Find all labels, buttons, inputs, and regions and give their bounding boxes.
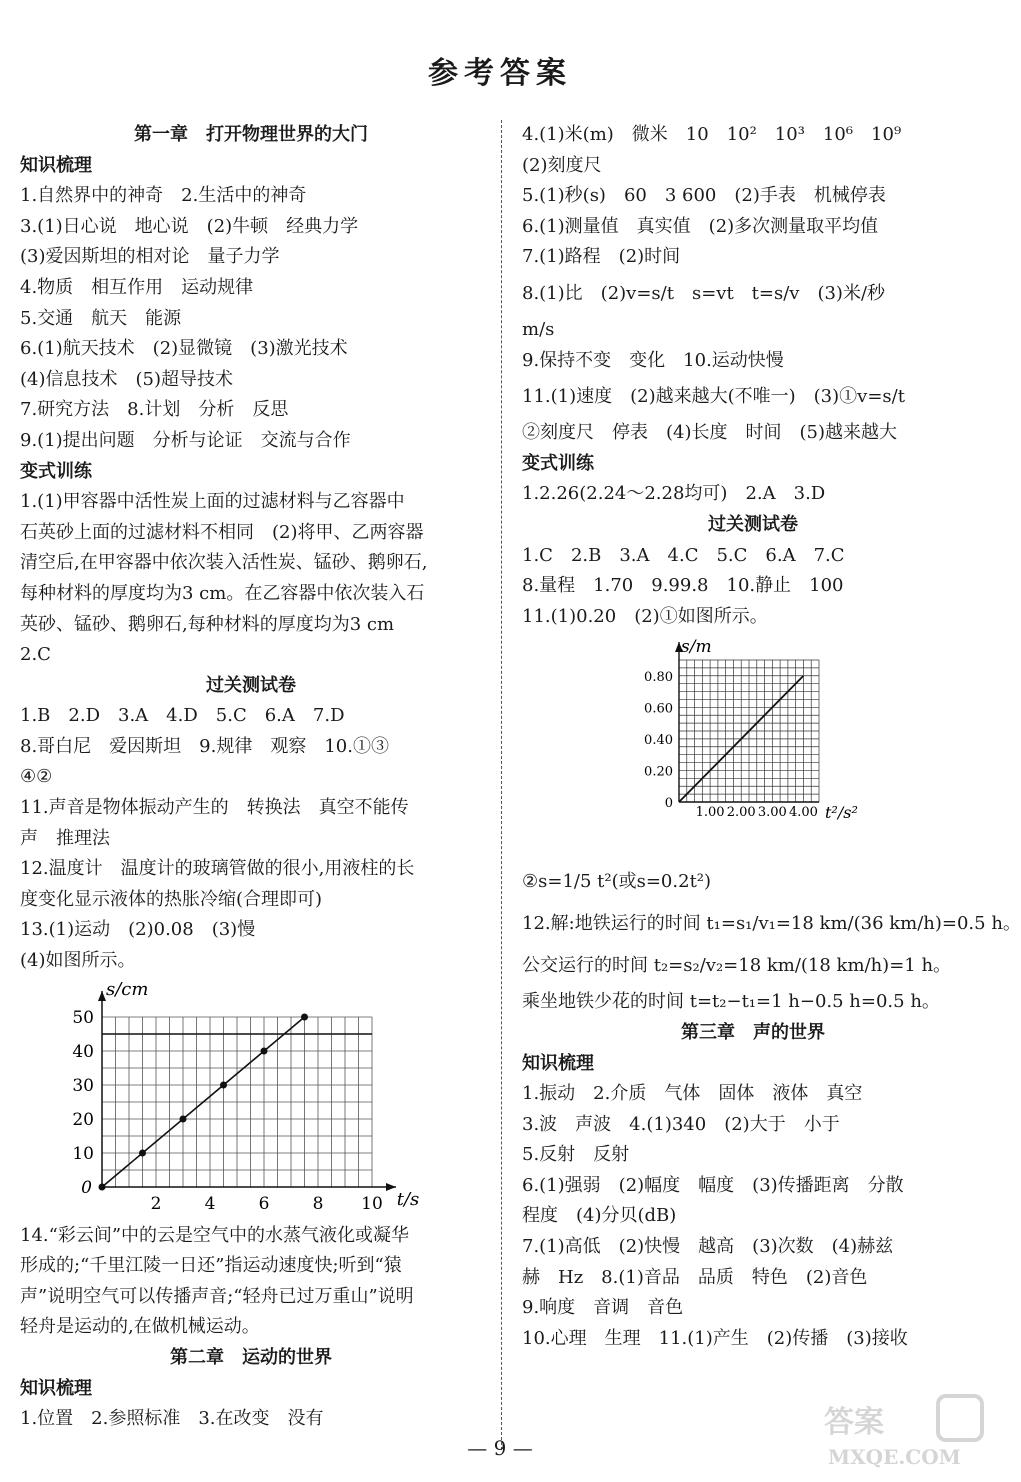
y-tick-label: 10	[72, 1143, 94, 1164]
y-tick-label: 20	[72, 1109, 94, 1130]
right-line: 9.响度 音调 音色	[522, 1297, 684, 1319]
left-line: 1.自然界中的神奇 2.生活中的神奇	[20, 185, 307, 207]
x-tick-label: 6	[258, 1193, 270, 1214]
s-t2-graph	[522, 632, 984, 861]
x-tick-label: 3.00	[757, 805, 787, 821]
right-line: 12.解:地铁运行的时间 t₁=s₁/v₁=18 km/(36 km/h)=0.5 h。	[522, 913, 1021, 935]
st-chart-cm	[20, 977, 420, 1217]
data-point	[301, 1013, 308, 1020]
left-line: 过关测试卷	[206, 674, 296, 696]
data-point	[139, 1149, 146, 1156]
right-text-block-b	[522, 861, 1021, 1354]
right-line: 乘坐地铁少花的时间 t=t₂−t₁=1 h−0.5 h=0.5 h。	[522, 991, 940, 1013]
right-line: (2)刻度尺	[522, 154, 602, 176]
left-line: 英砂、锰砂、鹅卵石,每种材料的厚度均为3 cm	[20, 613, 395, 635]
right-line: 4.(1)米(m) 微米 10 10² 10³ 10⁶ 10⁹	[522, 124, 902, 145]
left-line: (3)爱因斯坦的相对论 量子力学	[20, 246, 280, 268]
y-tick-label: 0	[664, 796, 673, 812]
left-line: 2.C	[20, 644, 51, 666]
y-tick-label: 40	[72, 1041, 94, 1062]
left-line: 12.温度计 温度计的玻璃管做的很小,用液柱的长	[20, 858, 415, 880]
watermark-logo	[818, 1392, 988, 1472]
y-tick-label: 0.60	[644, 701, 673, 717]
right-line: 5.反射 反射	[522, 1144, 630, 1166]
right-line: 9.保持不变 变化 10.运动快慢	[522, 349, 784, 371]
left-text-block-a	[20, 120, 482, 977]
right-line: 7.(1)高低 (2)快慢 越高 (3)次数 (4)赫兹	[522, 1236, 894, 1258]
left-line: 3.(1)日心说 地心说 (2)牛顿 经典力学	[20, 215, 359, 237]
left-line: 轻舟是运动的,在做机械运动。	[20, 1316, 260, 1338]
right-line: 1.C 2.B 3.A 4.C 5.C 6.A 7.C	[522, 544, 845, 566]
left-column	[20, 120, 482, 1435]
right-line: 7.(1)路程 (2)时间	[522, 246, 681, 268]
right-line: 11.(1)0.20 (2)①如图所示。	[522, 605, 768, 627]
data-point	[261, 1047, 268, 1054]
y-tick-label: 50	[72, 1007, 94, 1028]
left-line: 知识梳理	[20, 1377, 92, 1399]
right-line: 公交运行的时间 t₂=s₂/v₂=18 km/(18 km/h)=1 h。	[522, 955, 952, 977]
right-line: 5.(1)秒(s) 60 3 600 (2)手表 机械停表	[522, 185, 886, 207]
right-line: ②s=1/5 t²(或s=0.2t²)	[522, 871, 712, 893]
right-line: 知识梳理	[522, 1052, 594, 1074]
left-line: 13.(1)运动 (2)0.08 (3)慢	[20, 919, 256, 941]
left-line: 8.哥白尼 爱因斯坦 9.规律 观察 10.①③	[20, 735, 389, 757]
page-number: — 9 —	[467, 1436, 533, 1460]
x-tick-label: 4.00	[788, 805, 818, 821]
right-line: 3.波 声波 4.(1)340 (2)大于 小于	[522, 1113, 840, 1135]
right-line: 程度 (4)分贝(dB)	[522, 1205, 677, 1227]
left-line: 1.(1)甲容器中活性炭上面的过滤材料与乙容器中	[20, 491, 405, 513]
left-line: (4)如图所示。	[20, 950, 136, 972]
left-line: 5.交通 航天 能源	[20, 307, 182, 329]
data-point	[180, 1115, 187, 1122]
right-line: 1.2.26(2.24～2.28均可) 2.A 3.D	[522, 483, 826, 505]
left-line: 石英砂上面的过滤材料不相同 (2)将甲、乙两容器	[20, 521, 424, 543]
x-axis-label: t²/s²	[825, 803, 858, 823]
left-text-block-b	[20, 1221, 482, 1435]
left-line: 4.物质 相互作用 运动规律	[20, 276, 254, 298]
y-tick-label: 0.40	[644, 733, 673, 749]
left-line: 声”说明空气可以传播声音;“轻舟已过万重山”说明	[20, 1285, 414, 1307]
st-graph-cm	[20, 977, 482, 1221]
column-divider	[501, 120, 502, 1450]
right-line: 第三章 声的世界	[681, 1021, 825, 1043]
left-line: 1.位置 2.参照标准 3.在改变 没有	[20, 1408, 324, 1430]
left-line: 14.“彩云间”中的云是空气中的水蒸气液化或凝华	[20, 1224, 410, 1246]
right-text-block-a	[522, 120, 984, 632]
right-line: 8.量程 1.70 9.99.8 10.静止 100	[522, 575, 844, 597]
left-line: (4)信息技术 (5)超导技术	[20, 368, 233, 390]
left-line: 9.(1)提出问题 分析与论证 交流与合作	[20, 429, 351, 451]
right-line: m/s	[522, 318, 555, 340]
s-t2-chart	[522, 632, 984, 857]
y-axis-label: s/m	[681, 637, 712, 658]
x-tick-label: 4	[204, 1193, 216, 1214]
x-tick-label: 8	[312, 1193, 324, 1214]
left-line: 声 推理法	[20, 827, 110, 849]
right-line: 变式训练	[522, 452, 594, 474]
left-line: 每种材料的厚度均为3 cm。在乙容器中依次装入石	[20, 582, 425, 604]
right-line: ②刻度尺 停表 (4)长度 时间 (5)越来越大	[522, 422, 897, 444]
page-title: 参考答案	[428, 56, 572, 91]
left-line: 清空后,在甲容器中依次装入活性炭、锰砂、鹅卵石,	[20, 552, 428, 574]
left-line: 第二章 运动的世界	[170, 1347, 332, 1368]
right-line: 1.振动 2.介质 气体 固体 液体 真空	[522, 1083, 863, 1105]
x-axis-label: t/s	[396, 1188, 420, 1210]
left-line: 7.研究方法 8.计划 分析 反思	[20, 399, 289, 421]
left-line: 第一章 打开物理世界的大门	[134, 124, 368, 145]
left-line: 变式训练	[20, 460, 92, 482]
right-line: 8.(1)比 (2)v=s/t s=vt t=s/v (3)米/秒	[522, 282, 886, 304]
left-line: 知识梳理	[20, 154, 92, 176]
x-tick-label: 1.00	[695, 805, 725, 821]
left-line: 度变化显示液体的热胀冷缩(合理即可)	[20, 888, 323, 910]
y-tick-label: 0.80	[644, 670, 673, 686]
svg-text:MXQE.COM: MXQE.COM	[828, 1445, 961, 1469]
origin-label: 0	[81, 1177, 92, 1198]
right-line: 过关测试卷	[708, 513, 798, 535]
left-line: 1.B 2.D 3.A 4.D 5.C 6.A 7.D	[20, 705, 345, 727]
right-line: 6.(1)测量值 真实值 (2)多次测量取平均值	[522, 215, 879, 237]
y-axis-label: s/cm	[106, 978, 149, 1000]
y-axis-arrow	[98, 991, 106, 1001]
y-tick-label: 0.20	[644, 764, 673, 780]
right-line: 6.(1)强弱 (2)幅度 幅度 (3)传播距离 分散	[522, 1174, 904, 1196]
y-tick-label: 30	[72, 1075, 94, 1096]
x-tick-label: 10	[361, 1193, 383, 1214]
right-line: 赫 Hz 8.(1)音品 品质 特色 (2)音色	[522, 1266, 868, 1288]
left-line: 形成的;“千里江陵一日还”指运动速度快;听到“猿	[20, 1255, 402, 1277]
left-line: 11.声音是物体振动产生的 转换法 真空不能传	[20, 797, 409, 819]
left-line: 6.(1)航天技术 (2)显微镜 (3)激光技术	[20, 338, 348, 360]
x-tick-label: 2.00	[726, 805, 756, 821]
data-point	[220, 1081, 227, 1088]
left-line: ④②	[20, 766, 53, 788]
x-axis-arrow	[386, 1183, 396, 1191]
x-tick-label: 2	[150, 1193, 162, 1214]
right-line: 10.心理 生理 11.(1)产生 (2)传播 (3)接收	[522, 1327, 908, 1349]
data-point	[99, 1183, 106, 1190]
right-column	[522, 120, 1021, 1354]
right-line: 11.(1)速度 (2)越来越大(不唯一) (3)①v=s/t	[522, 386, 905, 408]
svg-text:答案: 答案	[824, 1405, 884, 1440]
